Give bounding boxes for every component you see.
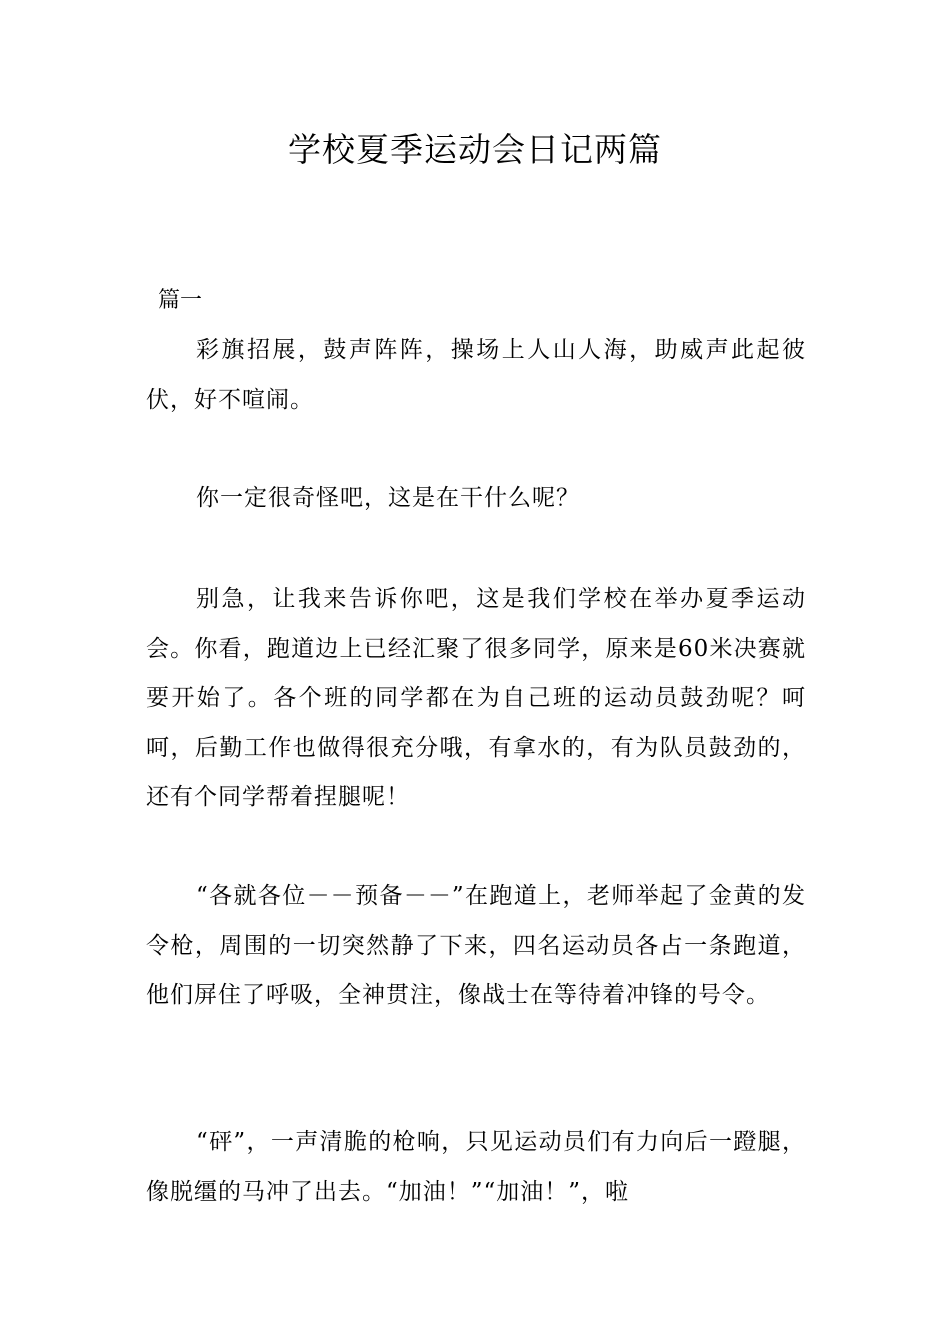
paragraph-3: 别急，让我来告诉你吧，这是我们学校在举办夏季运动会。你看，跑道边上已经汇聚了很多同学，原来是60米决赛就要开始了。各个班的同学都在为自己班的运动员鼓劲呢？呵呵，后勤工作也做得很充分哦，有拿水的，有为队员鼓劲的，还有个同学帮着捏腿呢！ (146, 586, 806, 810)
paragraph-2: 你一定很奇怪吧，这是在干什么呢？ (196, 485, 580, 511)
section-label: 篇一 (158, 288, 203, 313)
paragraph-5: “砰”，一声清脆的枪响，只见运动员们有力向后一蹬腿，像脱缰的马冲了出去。“加油！”“加油！”，啦 (146, 1129, 806, 1205)
paragraph-4: “各就各位－－预备－－”在跑道上，老师举起了金黄的发令枪，周围的一切突然静了下来，四名运动员各占一条跑道，他们屏住了呼吸，全神贯注，像战士在等待着冲锋的号令。 (146, 883, 806, 1008)
paragraph-1: 彩旗招展，鼓声阵阵，操场上人山人海，助威声此起彼伏，好不喧闹。 (146, 337, 806, 413)
document-title: 学校夏季运动会日记两篇 (288, 130, 662, 169)
